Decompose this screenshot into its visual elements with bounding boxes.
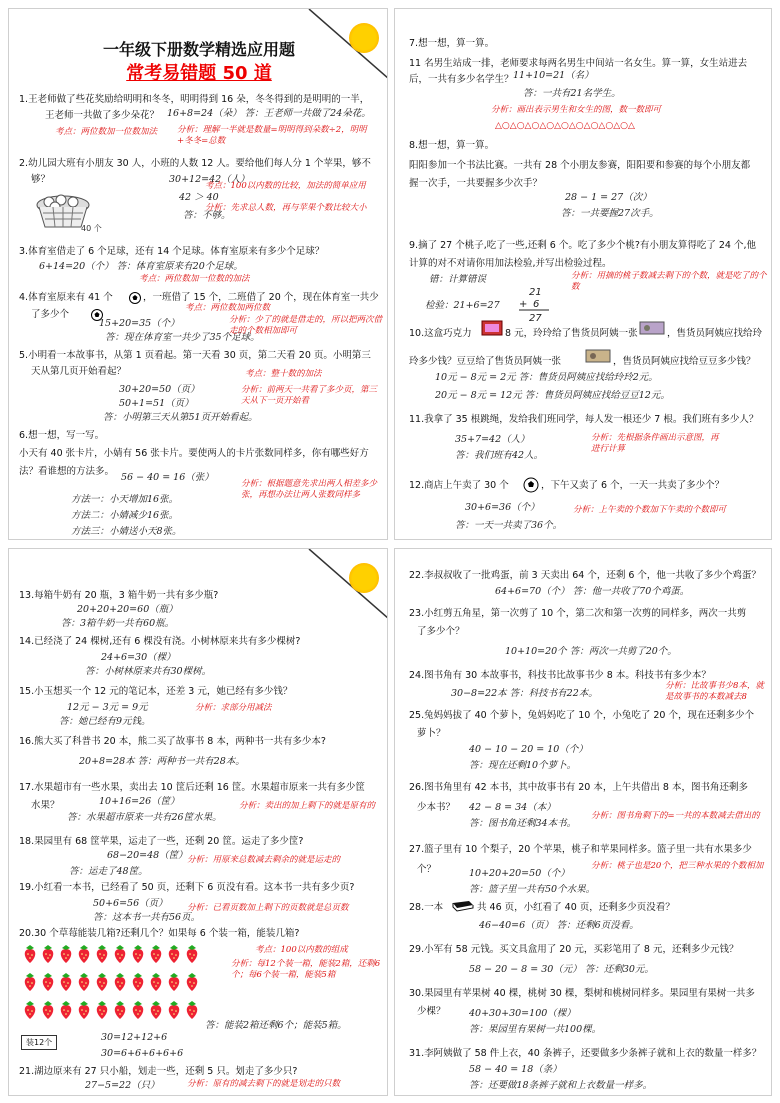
note-21-analysis: 分析：原有的减去剩下的就是划走的只数 xyxy=(187,1079,341,1089)
answer-5-conclusion: 答：小明第三天从第51页开始看起。 xyxy=(103,412,258,423)
strawberry-icon xyxy=(39,943,57,965)
page-title: 一年级下册数学精选应用题 xyxy=(102,40,295,59)
question-13-line-1: 13.每箱牛奶有 20 瓶，3 箱牛奶一共有多少瓶? xyxy=(19,590,219,601)
note-5-topic: 考点：整十数的加法 xyxy=(245,369,322,379)
strawberry-icon xyxy=(147,943,165,965)
question-31-line-1: 31.李阿姨做了 58 件上衣，40 条裤子，还要做多少条裤子就和上衣的数量一样多？ xyxy=(409,1048,762,1059)
answer-31-step-1: 58 − 40 = 18（条） xyxy=(469,1064,562,1075)
answer-14-step-1: 24+6=30（棵） xyxy=(101,652,176,663)
question-4-line-1b: ，一班借了 15 个，二班借了 20 个，现在体育室一共少 xyxy=(143,292,379,303)
note-20-topic: 考点：100以内数的组成 xyxy=(255,945,348,955)
page-panel-1 xyxy=(8,8,388,540)
answer-6-method-3: 方法三：小婧送小天8张。 xyxy=(71,526,182,537)
question-1-line-2: 王老师一共做了多少朵花？ xyxy=(45,110,160,121)
question-17-line-1: 17.水果超市有一些水果，卖出去 10 筐后还剩 16 筐。水果超市原来一共有多少筐 xyxy=(19,782,365,793)
box-capacity-label: 装12个 xyxy=(21,1035,57,1050)
answer-2-step-1: 30+12=42（人） xyxy=(169,174,250,185)
strawberry-icon xyxy=(39,971,57,993)
answer-25-step-1: 40 − 10 − 20 = 10（个） xyxy=(469,744,588,755)
question-30-line-1: 30.果园里有苹果树 40 棵，桃树 30 棵，梨树和桃树同样多。果园里有果树一共多 xyxy=(409,988,755,999)
svg-text:+: + xyxy=(519,299,528,310)
answer-8-step-1: 28 − 1 = 27（次） xyxy=(565,192,652,203)
question-22-line-1: 22.李叔叔收了一批鸡蛋，前 3 天卖出 64 个，还剩 6 个，他一共收了多少个鸡蛋？ xyxy=(409,570,761,581)
twenty-yuan-note-icon xyxy=(585,349,611,363)
answer-3: 6+14=20（个） 答：体育室原来有20个足球。 xyxy=(39,261,243,272)
football-icon xyxy=(523,477,539,493)
chocolate-box-icon xyxy=(481,319,503,337)
svg-text:21: 21 xyxy=(529,287,542,298)
answer-29: 58 − 20 − 8 = 30（元） 答：还剩30元。 xyxy=(469,964,654,975)
question-6-line-1: 6.想一想，写一写。 xyxy=(19,430,105,441)
answer-18-conclusion: 答：运走了48筐。 xyxy=(69,866,148,877)
note-3-topic: 考点：两位数加一位数的加法 xyxy=(139,274,250,284)
answer-6-method-2: 方法二：小婧减少16张。 xyxy=(71,510,179,521)
answer-8-conclusion: 答：一共要握27次手。 xyxy=(561,208,659,219)
question-8-line-2: 阳阳参加一个书法比赛。一共有 28 个小朋友参赛，阳阳要和参赛的每个小朋友都 xyxy=(409,160,751,171)
answer-17-conclusion: 答：水果超市原来一共有26筐水果。 xyxy=(67,812,222,823)
ten-yuan-note-icon xyxy=(639,321,665,335)
note-4-topic: 考点：两位数加两位数 xyxy=(185,303,271,313)
answer-5-step-2: 50+1=51（页） xyxy=(119,398,194,409)
answer-11-step-1: 35+7=42（人） xyxy=(455,434,530,445)
answer-4-step-1: 15+20=35（个） xyxy=(99,318,180,329)
question-29-line-1: 29.小军有 58 元钱。买文具盒用了 20 元，买彩笔用了 8 元，还剩多少元钱？ xyxy=(409,944,739,955)
question-30-line-2: 少棵？ xyxy=(417,1006,446,1017)
page-subtitle: 常考易错题 50 道 xyxy=(126,63,272,84)
answer-15-step-1: 12元 − 3元 = 9元 xyxy=(67,702,148,713)
strawberry-icon xyxy=(21,943,39,965)
note-18-analysis: 分析：用原来总数减去剩余的就是运走的 xyxy=(187,855,341,865)
strawberry-icon xyxy=(183,943,201,965)
note-20-analysis: 分析：每12个装一箱，能装2箱，还剩6个；每6个装一箱，能装5箱 xyxy=(231,959,381,980)
question-7-line-2: 11 名男生站成一排，老师要求每两名男生中间站一名女生。算一算，女生站进去 xyxy=(409,58,748,69)
strawberry-icon xyxy=(165,999,183,1021)
strawberry-icon xyxy=(129,999,147,1021)
strawberry-icon xyxy=(93,971,111,993)
vertical-addition-sketch xyxy=(515,285,555,325)
question-28-line-1: 28.一本 xyxy=(409,902,444,913)
question-7-line-3: 后，一共有多少名学生？ xyxy=(409,74,514,85)
strawberry-icon xyxy=(183,999,201,1021)
answer-20-step-1: 30=12+12+6 xyxy=(101,1032,168,1043)
football-icon xyxy=(129,292,141,304)
answer-31-conclusion: 答：还要做18条裤子就和上衣数量一样多。 xyxy=(469,1080,653,1091)
question-15-line-1: 15.小玉想买一个 12 元的笔记本，还差 3 元，她已经有多少钱？ xyxy=(19,686,293,697)
answer-26-conclusion: 答：图书角还剩34本书。 xyxy=(469,818,577,829)
strawberry-icon xyxy=(93,999,111,1021)
question-9-line-2: 计算的对不对请你用加法检验,并写出检验过程。 xyxy=(409,258,612,269)
answer-1: 16+8=24（朵） 答：王老师一共做了24朵花。 xyxy=(167,108,371,119)
strawberry-icon xyxy=(75,999,93,1021)
question-12-line-1b: ，下午又卖了 6 个，一天一共卖了多少个？ xyxy=(541,480,725,491)
answer-20-conclusion: 答：能装2箱还剩6个；能装5箱。 xyxy=(205,1020,347,1031)
note-17-analysis: 分析：卖出的加上剩下的就是原有的 xyxy=(239,801,376,811)
answer-11-conclusion: 答：我们班有42人。 xyxy=(455,450,544,461)
sun-icon xyxy=(349,563,379,593)
note-1-topic: 考点：两位数加一位数加法 xyxy=(55,127,158,137)
question-19-line-1: 19.小红看一本书，已经看了 50 页，还剩下 6 页没有看。这本书一共有多少页? xyxy=(19,882,355,893)
strawberry-icon xyxy=(75,943,93,965)
strawberry-grid xyxy=(21,943,207,1031)
answer-2-conclusion: 答：不够。 xyxy=(183,210,231,221)
question-18-line-1: 18.果园里有 68 筐苹果，运走了一些，还剩 20 筐。运走了多少筐? xyxy=(19,836,304,847)
strawberry-icon xyxy=(75,971,93,993)
question-2-line-2: 够？ xyxy=(31,174,51,185)
question-26-line-2: 少本书？ xyxy=(417,802,456,813)
page-panel-4 xyxy=(394,548,772,1096)
svg-text:6: 6 xyxy=(533,299,540,310)
answer-22: 64+6=70（个） 答：他一共收了70个鸡蛋。 xyxy=(495,586,690,597)
strawberry-icon xyxy=(57,943,75,965)
question-10-line-2: 玲多少钱？豆豆给了售货员阿姨一张 xyxy=(409,356,562,367)
question-23-line-2: 了多少个？ xyxy=(417,626,465,637)
answer-19-conclusion: 答：这本书一共有56页。 xyxy=(93,912,201,923)
note-26-analysis: 分析：图书角剩下的=一共的本数减去借出的 xyxy=(591,811,760,821)
answer-20-step-2: 30=6+6+6+6+6 xyxy=(101,1048,184,1059)
note-11-analysis: 分析：先根据条件画出示意图，再进行计算 xyxy=(591,433,719,454)
answer-10-part-1: 10元 − 8元 = 2元 答：售货员阿姨应找给玲玲2元。 xyxy=(435,372,658,383)
question-14-line-1: 14.已经浇了 24 棵树,还有 6 棵没有浇。小树林原来共有多少棵树? xyxy=(19,636,301,647)
question-12-line-1: 12.商店上午卖了 30 个 xyxy=(409,480,509,491)
question-27-line-1: 27.篮子里有 10 个梨子，20 个苹果，桃子和苹果同样多。篮子里一共有水果多少 xyxy=(409,844,752,855)
answer-9-judgement: 错：计算错误 xyxy=(429,274,487,285)
answer-5-step-1: 30+20=50（页） xyxy=(119,384,200,395)
answer-16: 20+8=28本 答：两种书一共有28本。 xyxy=(79,756,245,767)
question-10-line-1c: ，售货员阿姨应找给玲 xyxy=(667,328,763,339)
strawberry-icon xyxy=(147,999,165,1021)
question-11-line-1: 11.我拿了 35 根跳绳，发给我们班同学，每人发一根还少 7 根。我们班有多少人？ xyxy=(409,414,759,425)
question-26-line-1: 26.图书角里有 42 本书，其中故事书有 20 本，上午共借出 8 本，图书角还剩多 xyxy=(409,782,748,793)
answer-10-part-2: 20元 − 8元 = 12元 答：售货员阿姨应找给豆豆12元。 xyxy=(435,390,670,401)
answer-6-method-1: 方法一：小天增加16张。 xyxy=(71,494,179,505)
question-2-line-1: 2.幼儿园大班有小朋友 30 人，小班的人数 12 人。要给他们每人分 1 个苹果，够不 xyxy=(19,158,371,169)
strawberry-icon xyxy=(57,999,75,1021)
answer-21-step-1: 27−5=22（只） xyxy=(85,1080,160,1091)
note-24-analysis: 分析：比故事书少8本，就是故事书的本数减去8 xyxy=(665,681,764,702)
question-7-line-1: 7.想一想，算一算。 xyxy=(409,38,495,49)
strawberry-icon xyxy=(129,971,147,993)
question-23-line-1: 23.小红剪五角星，第一次剪了 10 个，第二次和第一次剪的同样多，两次一共剪 xyxy=(409,608,747,619)
strawberry-icon xyxy=(111,943,129,965)
question-9-line-1: 9.摘了 27 个桃子,吃了一些,还剩 6 个。吃了多少个桃?有小朋友算得吃了 24 个,他 xyxy=(409,240,757,251)
apple-count-label: 40 个 xyxy=(81,224,102,233)
note-6-analysis: 分析：根据题意先求出两人相差多少张，再想办法让两人张数同样多 xyxy=(241,479,378,500)
answer-12-step-1: 30+6=36（个） xyxy=(465,502,540,513)
answer-7-conclusion: 答：一共有21名学生。 xyxy=(523,88,621,99)
answer-18-step-1: 68−20=48（筐） xyxy=(107,850,188,861)
answer-4-conclusion: 答：现在体育室一共少了35个足球。 xyxy=(105,332,260,343)
strawberry-icon xyxy=(93,943,111,965)
question-27-line-2: 个？ xyxy=(417,864,437,875)
answer-23: 10+10=20个 答：两次一共剪了20个。 xyxy=(505,646,677,657)
strawberry-icon xyxy=(183,971,201,993)
answer-25-conclusion: 答：现在还剩10个萝卜。 xyxy=(469,760,577,771)
note-12-analysis: 分析：上午卖的个数加下午卖的个数即可 xyxy=(573,505,727,515)
question-21-line-1: 21.湖边原来有 27 只小船，划走一些，还剩 5 只。划走了多少只? xyxy=(19,1066,298,1077)
answer-30-step-1: 40+30+30=100（棵） xyxy=(469,1008,576,1019)
note-4-analysis: 分析：少了的就是借走的，所以把两次借走的个数相加即可 xyxy=(229,315,383,336)
strawberry-icon xyxy=(111,971,129,993)
answer-27-step-1: 10+20+20=50（个） xyxy=(469,868,570,879)
question-3-line-1: 3.体育室借走了 6 个足球，还有 14 个足球。体育室原来有多少个足球？ xyxy=(19,246,325,257)
answer-24: 30−8=22本 答：科技书有22本。 xyxy=(451,688,598,699)
question-6-line-3: 法？看谁想的方法多。 xyxy=(19,466,115,477)
question-10-line-1: 10.这盒巧克力 xyxy=(409,328,472,339)
note-7-analysis: 分析：画出表示男生和女生的图，数一数即可 xyxy=(491,105,662,115)
svg-text:27: 27 xyxy=(529,313,542,324)
note-27-analysis: 分析：桃子也是20个，把三种水果的个数相加 xyxy=(591,861,764,871)
note-5-analysis: 分析：前两天一共看了多少页，第三天从下一页开始看 xyxy=(241,385,378,406)
page-panel-3 xyxy=(8,548,388,1096)
answer-19-step-1: 50+6=56（页） xyxy=(93,898,168,909)
question-28-line-1b: 共 46 页，小红看了 40 页，还剩多少页没看？ xyxy=(477,902,675,913)
strawberry-icon xyxy=(147,971,165,993)
note-19-analysis: 分析：已看页数加上剩下的页数就是总页数 xyxy=(187,903,349,913)
question-24-line-1: 24.图书角有 30 本故事书，科技书比故事书少 8 本。科技书有多少本？ xyxy=(409,670,711,681)
answer-15-conclusion: 答：她已经有9元钱。 xyxy=(59,716,151,727)
question-25-line-2: 萝卜？ xyxy=(417,728,446,739)
question-8-line-3: 握一次手，一共要握多少次手？ xyxy=(409,178,543,189)
question-10-line-1b: 8 元，玲玲给了售货员阿姨一张 xyxy=(505,328,638,339)
answer-13-conclusion: 答：3箱牛奶一共有60瓶。 xyxy=(61,618,175,629)
question-10-line-2b: ，售货员阿姨应找给豆豆多少钱？ xyxy=(613,356,756,367)
question-6-line-2: 小天有 40 张卡片，小婧有 56 张卡片。要使两人的卡片张数同样多，你有哪些好方 xyxy=(19,448,369,459)
answer-30-conclusion: 答：果园里有果树一共100棵。 xyxy=(469,1024,602,1035)
answer-28: 46−40=6（页） 答：还剩6页没看。 xyxy=(479,920,639,931)
book-icon xyxy=(451,899,475,913)
strawberry-icon xyxy=(21,971,39,993)
answer-17-step-1: 10+16=26（筐） xyxy=(99,796,180,807)
answer-13-step-1: 20+20+20=60（瓶） xyxy=(77,604,178,615)
boy-girl-diagram: △○△○△○△○△○△○△○△○△○△ xyxy=(495,121,635,131)
question-4-line-2: 了多少个 xyxy=(31,309,70,320)
answer-12-conclusion: 答：一天一共卖了36个。 xyxy=(455,520,563,531)
question-1-line-1: 1.王老师做了些花奖励给明明和冬冬，明明得到 16 朵，冬冬得到的是明明的一半， xyxy=(19,94,370,105)
question-4-line-1: 4.体育室原来有 41 个 xyxy=(19,292,113,303)
answer-7-step-1: 11+10=21（名） xyxy=(513,70,594,81)
strawberry-icon xyxy=(129,943,147,965)
note-2-analysis: 分析：先求总人数，再与苹果个数比较大小 xyxy=(205,203,367,213)
note-1-analysis: 分析：理解一半就是数量=明明得到朵数÷2，明明+冬冬=总数 xyxy=(177,125,367,146)
question-20-line-1: 20.30 个草莓能装几箱?还剩几个？如果每 6 个装一箱，能装几箱? xyxy=(19,928,300,939)
question-16-line-1: 16.熊大买了科普书 20 本，熊二买了故事书 8 本，两种书一共有多少本? xyxy=(19,736,326,747)
strawberry-icon xyxy=(57,971,75,993)
strawberry-icon xyxy=(21,999,39,1021)
page-panel-2 xyxy=(394,8,772,540)
strawberry-icon xyxy=(39,999,57,1021)
question-8-line-1: 8.想一想，算一算。 xyxy=(409,140,495,151)
answer-27-conclusion: 答：篮子里一共有50个水果。 xyxy=(469,884,596,895)
question-5-line-2: 天从第几页开始看起？ xyxy=(31,366,127,377)
answer-26-step-1: 42 − 8 = 34（本） xyxy=(469,802,556,813)
answer-14-conclusion: 答：小树林原来共有30棵树。 xyxy=(85,666,212,677)
strawberry-icon xyxy=(165,971,183,993)
note-9-analysis: 分析：用摘的桃子数减去剩下的个数，就是吃了的个数 xyxy=(571,271,767,292)
question-25-line-1: 25.兔妈妈拔了 40 个萝卜，兔妈妈吃了 10 个，小兔吃了 20 个，现在还剩多少个 xyxy=(409,710,754,721)
answer-2-step-2: 42 ＞ 40 xyxy=(179,192,219,203)
question-5-line-1: 5.小明看一本故事书，从第 1 页看起。第一天看 30 页，第二天看 20 页。小明第三 xyxy=(19,350,371,361)
note-2-topic: 考点：100以内数的比较，加法的简单应用 xyxy=(205,181,366,191)
answer-6-step-1: 56 − 40 = 16（张） xyxy=(121,472,214,483)
answer-9-check: 检验：21+6=27 xyxy=(425,300,500,311)
note-15-analysis: 分析：求部分用减法 xyxy=(195,703,272,713)
question-17-line-2: 水果？ xyxy=(31,800,60,811)
strawberry-icon xyxy=(165,943,183,965)
strawberry-icon xyxy=(111,999,129,1021)
